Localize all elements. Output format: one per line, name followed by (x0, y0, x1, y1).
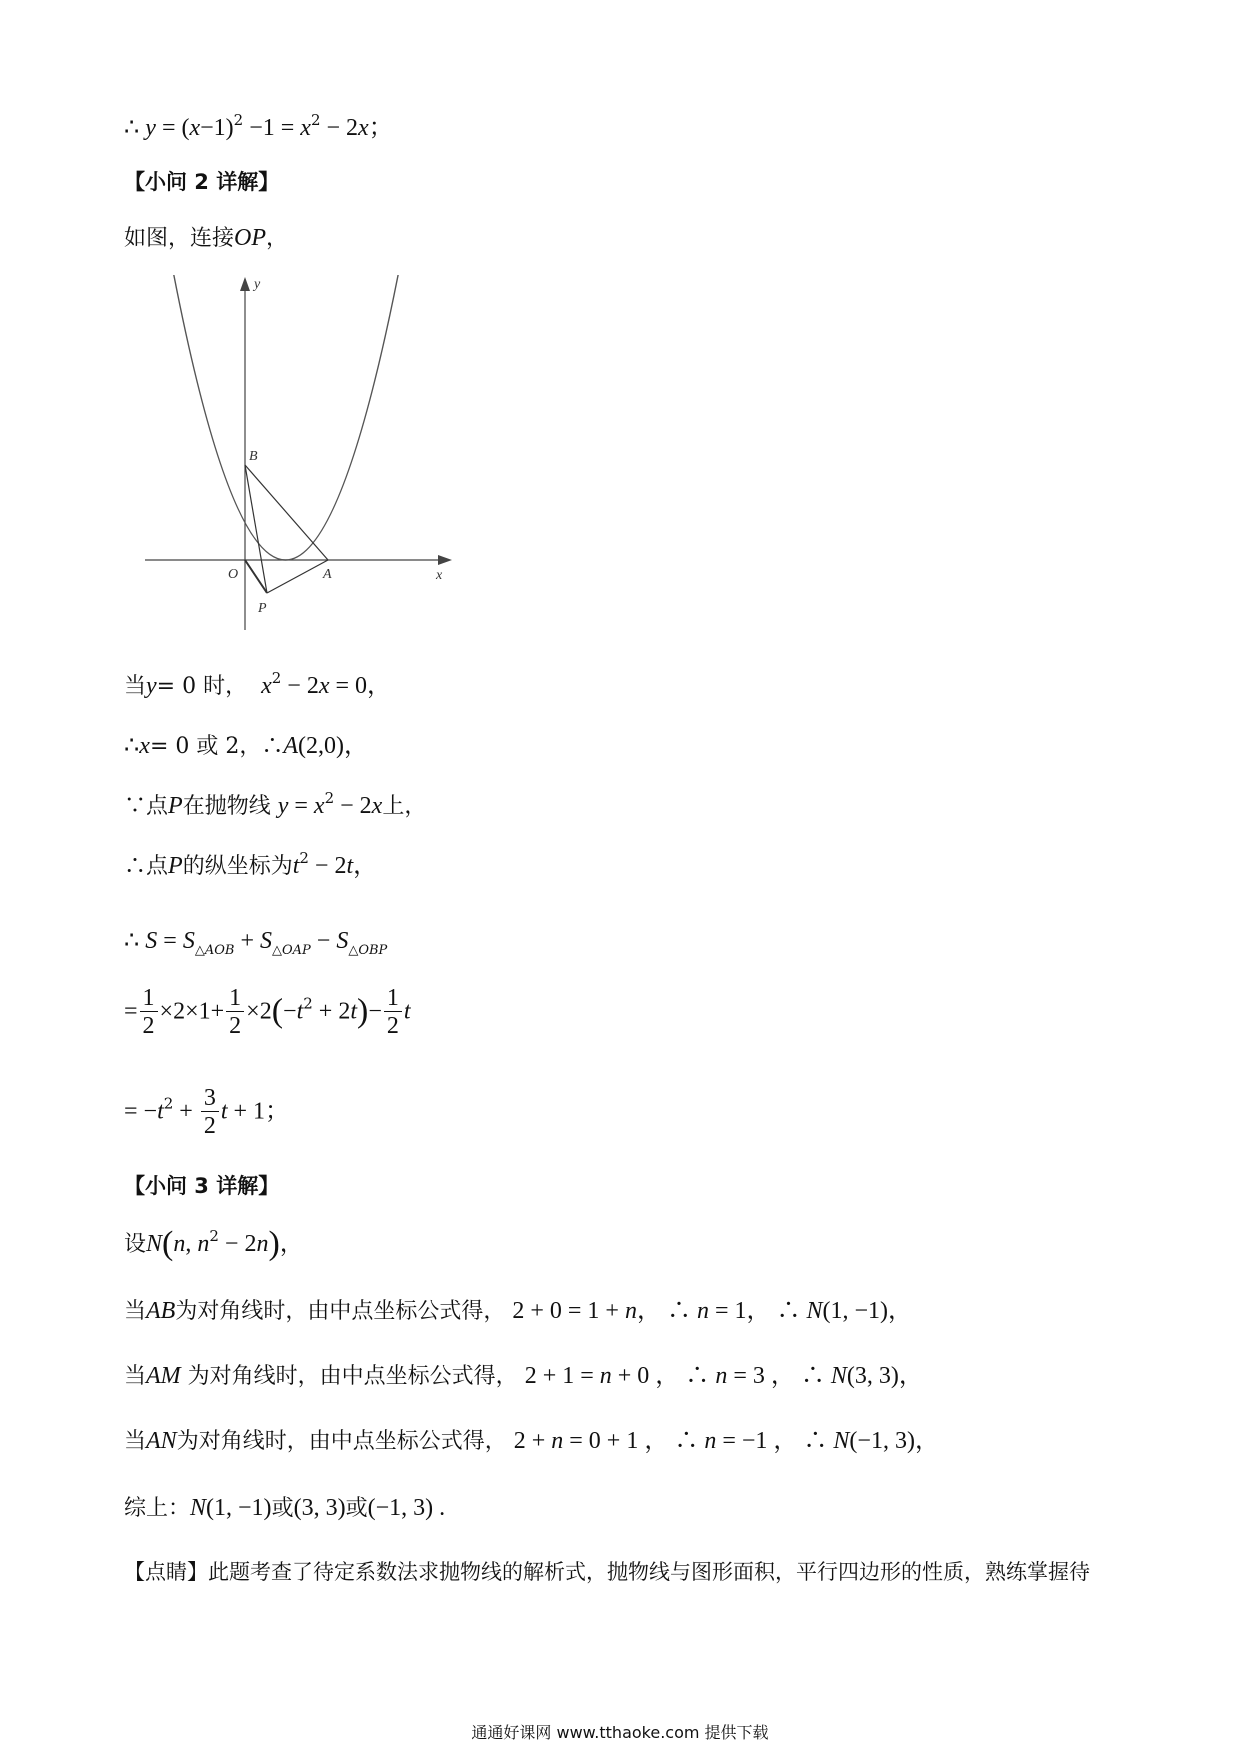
graph-label-P: P (258, 601, 267, 616)
graph-label-A: A (323, 567, 332, 582)
text-line-set-N: 设N(n, $n^2 - 2n$)， (124, 1225, 304, 1262)
equation-area-expand: = $\frac{1}{2}$ ×2×1+ $\frac{1}{2}$ $\times 2(-t^2 + 2t)-$ $\frac{1}{2}$ t (124, 985, 411, 1039)
summary-note: 【点睛】此题考查了待定系数法求抛物线的解析式，抛物线与图形面积，平行四边形的性质，熟练掌握待 (124, 1560, 1090, 1584)
text-line-roots: ∴x= 0 或 2，∴A(2,0)， (124, 733, 369, 759)
graph-label-B: B (249, 449, 258, 464)
parabola-graph (140, 275, 460, 635)
text-line-y-zero: 当y= 0 时， $x^2 - 2x = 0$， (124, 669, 392, 699)
section-heading-3: 【小问 3 详解】 (124, 1174, 280, 1198)
segment-PA (267, 560, 328, 593)
parabola-curve (170, 275, 402, 560)
graph-label-O: O (228, 567, 239, 582)
equation-area-result: = $-t^2$ + $\frac{3}{2}$ t + 1； (124, 1085, 290, 1139)
equation-line-1: ∴ $y = (x-1)^2 -1 = x^2 - 2x$； (124, 111, 393, 141)
graph-label-x: x (436, 568, 443, 583)
text-line-case-AN: 当AN为对角线时，由中点坐标公式得， 2 + n = 0 + 1 ， ∴ n = −1 ， ∴ N(−1, 3)， (124, 1428, 939, 1454)
y-axis-arrow (240, 277, 250, 291)
graph-label-y: y (254, 277, 261, 292)
segment-BA (245, 465, 328, 560)
section-heading-2: 【小问 2 详解】 (124, 170, 280, 194)
text-line-connect: 如图，连接OP， (124, 225, 289, 251)
text-line-summary: 综上：N(1, −1)或(3, 3)或(−1, 3) . (124, 1495, 446, 1521)
equation-area-sum: ∴ $S = S_{\triangle AOB} + S_{\triangle OAP} - S_{\triangle OBP}$ (124, 928, 388, 958)
text-line-case-AB: 当AB为对角线时，由中点坐标公式得， 2 + 0 = 1 + n， ∴ n = 1， ∴ N(1, −1)， (124, 1298, 913, 1324)
text-line-case-AM: 当AM 为对角线时，由中点坐标公式得， 2 + 1 = n + 0 ， ∴ n = 3 ， ∴ N(3, 3)， (124, 1363, 923, 1389)
text-line-point-on-parabola: ∵点P在抛物线 $y = x^2 - 2x$上， (124, 789, 427, 819)
x-axis-arrow (438, 555, 452, 565)
text-line-ordinate: ∴点P的纵坐标为$t^2 - 2t$， (124, 849, 378, 879)
page-footer: 通通好课网 www.tthaoke.com 提供下载 (471, 1723, 769, 1742)
